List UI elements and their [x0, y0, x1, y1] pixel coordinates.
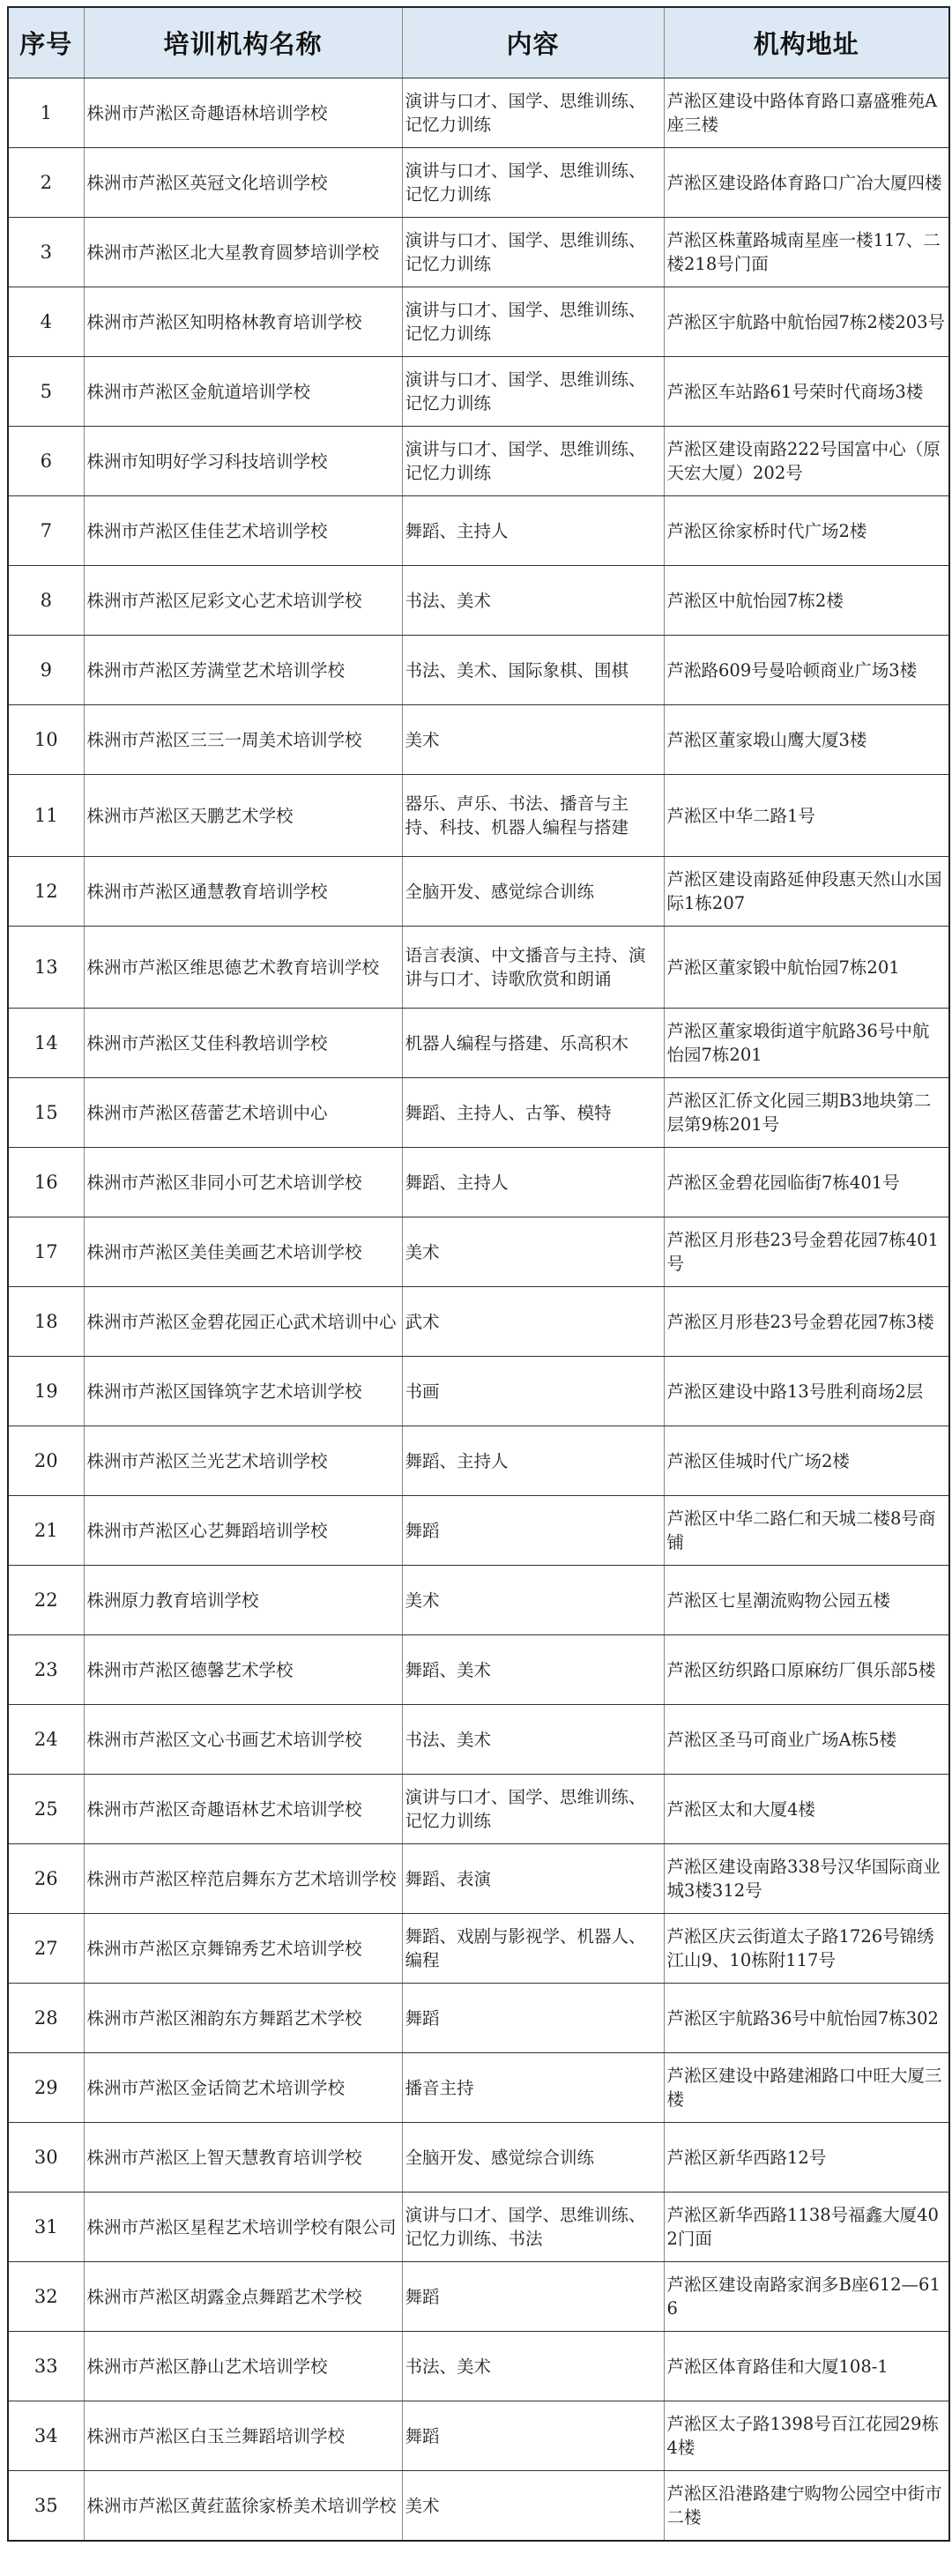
cell-name: 株洲市芦淞区三三一周美术培训学校: [84, 705, 402, 775]
cell-name: 株洲市芦淞区黄荭蓝徐家桥美术培训学校: [84, 2471, 402, 2542]
cell-name: 株洲市芦淞区文心书画艺术培训学校: [84, 1705, 402, 1775]
cell-name: 株洲市芦淞区佳佳艺术培训学校: [84, 496, 402, 566]
cell-address: 芦淞区株董路城南星座一楼117、二楼218号门面: [664, 218, 949, 287]
cell-no: 34: [8, 2401, 84, 2471]
cell-address: 芦淞区纺织路口原麻纺厂俱乐部5楼: [664, 1635, 949, 1705]
cell-no: 16: [8, 1148, 84, 1217]
table-row: [8, 287, 949, 357]
header-address: 机构地址: [664, 7, 949, 78]
table-row: [8, 566, 949, 636]
cell-content: 演讲与口才、国学、思维训练、记忆力训练: [402, 1775, 664, 1844]
cell-content: 器乐、声乐、书法、播音与主持、科技、机器人编程与搭建: [402, 775, 664, 857]
cell-no: 11: [8, 775, 84, 857]
table-row: [8, 1635, 949, 1705]
cell-name: 株洲市芦淞区白玉兰舞蹈培训学校: [84, 2401, 402, 2471]
header-content: 内容: [402, 7, 664, 78]
cell-name: 株洲市芦淞区知明格林教育培训学校: [84, 287, 402, 357]
cell-no: 18: [8, 1287, 84, 1357]
cell-address: 芦淞区新华西路1138号福鑫大厦402门面: [664, 2193, 949, 2262]
cell-content: 演讲与口才、国学、思维训练、记忆力训练: [402, 287, 664, 357]
cell-name: 株洲市芦淞区星程艺术培训学校有限公司: [84, 2193, 402, 2262]
table-row: [8, 1844, 949, 1914]
cell-address: 芦淞区佳城时代广场2楼: [664, 1426, 949, 1496]
cell-address: 芦淞区建设中路体育路口嘉盛雅苑A座三楼: [664, 78, 949, 148]
table-row: [8, 705, 949, 775]
table-row: [8, 2193, 949, 2262]
table-row: [8, 1426, 949, 1496]
cell-no: 12: [8, 857, 84, 927]
cell-no: 22: [8, 1566, 84, 1635]
cell-name: 株洲市芦淞区胡露金点舞蹈艺术学校: [84, 2262, 402, 2332]
document-page: [7, 6, 948, 2542]
cell-no: 32: [8, 2262, 84, 2332]
table-row: [8, 2401, 949, 2471]
cell-address: 芦淞区建设中路13号胜利商场2层: [664, 1357, 949, 1426]
table-header-row: [8, 7, 949, 78]
table-row: [8, 1566, 949, 1635]
table-row: [8, 1775, 949, 1844]
cell-content: 演讲与口才、国学、思维训练、记忆力训练: [402, 78, 664, 148]
header-name: 培训机构名称: [84, 7, 402, 78]
cell-content: 美术: [402, 1566, 664, 1635]
cell-address: 芦淞区建设南路延伸段惠天然山水国际1栋207: [664, 857, 949, 927]
cell-content: 演讲与口才、国学、思维训练、记忆力训练: [402, 357, 664, 427]
table-row: [8, 1914, 949, 1984]
table-row: [8, 218, 949, 287]
table-row: [8, 2053, 949, 2123]
cell-address: 芦淞区七星潮流购物公园五楼: [664, 1566, 949, 1635]
cell-content: 播音主持: [402, 2053, 664, 2123]
cell-content: 书法、美术: [402, 566, 664, 636]
cell-no: 23: [8, 1635, 84, 1705]
cell-no: 15: [8, 1078, 84, 1148]
table-row: [8, 1287, 949, 1357]
cell-no: 27: [8, 1914, 84, 1984]
cell-content: 美术: [402, 1217, 664, 1287]
cell-address: 芦淞区董家锻中航怡园7栋201: [664, 927, 949, 1009]
cell-no: 20: [8, 1426, 84, 1496]
table-row: [8, 2123, 949, 2193]
header-no: 序号: [8, 7, 84, 78]
cell-content: 演讲与口才、国学、思维训练、记忆力训练: [402, 427, 664, 496]
table-row: [8, 427, 949, 496]
cell-name: 株洲市芦淞区金航道培训学校: [84, 357, 402, 427]
cell-content: 书法、美术、国际象棋、围棋: [402, 636, 664, 705]
cell-content: 舞蹈、主持人: [402, 1426, 664, 1496]
cell-name: 株洲市芦淞区湘韵东方舞蹈艺术学校: [84, 1984, 402, 2053]
cell-content: 书画: [402, 1357, 664, 1426]
table-row: [8, 1078, 949, 1148]
cell-no: 5: [8, 357, 84, 427]
cell-address: 芦淞区太子路1398号百江花园29栋4楼: [664, 2401, 949, 2471]
cell-name: 株洲市芦淞区奇趣语林培训学校: [84, 78, 402, 148]
cell-content: 舞蹈、表演: [402, 1844, 664, 1914]
cell-address: 芦淞区宇航路36号中航怡园7栋302: [664, 1984, 949, 2053]
cell-no: 7: [8, 496, 84, 566]
table-row: [8, 2332, 949, 2401]
cell-address: 芦淞区中华二路仁和天城二楼8号商铺: [664, 1496, 949, 1566]
cell-content: 全脑开发、感觉综合训练: [402, 857, 664, 927]
table-row: [8, 1217, 949, 1287]
table-row: [8, 636, 949, 705]
cell-address: 芦淞区宇航路中航怡园7栋2楼203号: [664, 287, 949, 357]
cell-content: 演讲与口才、国学、思维训练、记忆力训练: [402, 218, 664, 287]
cell-address: 芦淞区沿港路建宁购物公园空中街市二楼: [664, 2471, 949, 2542]
cell-no: 35: [8, 2471, 84, 2542]
cell-no: 2: [8, 148, 84, 218]
table-row: [8, 857, 949, 927]
cell-content: 书法、美术: [402, 1705, 664, 1775]
cell-address: 芦淞区体育路佳和大厦108-1: [664, 2332, 949, 2401]
cell-address: 芦淞区金碧花园临街7栋401号: [664, 1148, 949, 1217]
table-row: [8, 1009, 949, 1078]
table-row: [8, 2471, 949, 2542]
cell-no: 19: [8, 1357, 84, 1426]
cell-no: 29: [8, 2053, 84, 2123]
table-row: [8, 1357, 949, 1426]
cell-content: 语言表演、中文播音与主持、演讲与口才、诗歌欣赏和朗诵: [402, 927, 664, 1009]
cell-content: 全脑开发、感觉综合训练: [402, 2123, 664, 2193]
table-row: [8, 1496, 949, 1566]
table-row: [8, 148, 949, 218]
cell-no: 25: [8, 1775, 84, 1844]
cell-name: 株洲市芦淞区维思德艺术教育培训学校: [84, 927, 402, 1009]
cell-content: 美术: [402, 2471, 664, 2542]
table-row: [8, 775, 949, 857]
cell-content: 演讲与口才、国学、思维训练、记忆力训练、书法: [402, 2193, 664, 2262]
cell-name: 株洲市芦淞区尼彩文心艺术培训学校: [84, 566, 402, 636]
cell-address: 芦淞区车站路61号荣时代商场3楼: [664, 357, 949, 427]
cell-no: 30: [8, 2123, 84, 2193]
cell-no: 33: [8, 2332, 84, 2401]
cell-no: 3: [8, 218, 84, 287]
cell-name: 株洲市芦淞区芳满堂艺术培训学校: [84, 636, 402, 705]
cell-no: 8: [8, 566, 84, 636]
cell-name: 株洲市芦淞区北大星教育圆梦培训学校: [84, 218, 402, 287]
cell-name: 株洲市芦淞区心艺舞蹈培训学校: [84, 1496, 402, 1566]
cell-no: 17: [8, 1217, 84, 1287]
table-row: [8, 496, 949, 566]
cell-name: 株洲市芦淞区京舞锦秀艺术培训学校: [84, 1914, 402, 1984]
cell-address: 芦淞区庆云街道太子路1726号锦绣江山9、10栋附117号: [664, 1914, 949, 1984]
cell-name: 株洲市芦淞区天鹏艺术学校: [84, 775, 402, 857]
cell-content: 美术: [402, 705, 664, 775]
training-institutions-table: [7, 6, 950, 2542]
cell-content: 演讲与口才、国学、思维训练、记忆力训练: [402, 148, 664, 218]
cell-content: 武术: [402, 1287, 664, 1357]
cell-name: 株洲市芦淞区金话筒艺术培训学校: [84, 2053, 402, 2123]
cell-name: 株洲市芦淞区静山艺术培训学校: [84, 2332, 402, 2401]
cell-content: 舞蹈、主持人: [402, 1148, 664, 1217]
cell-address: 芦淞区建设南路222号国富中心（原天宏大厦）202号: [664, 427, 949, 496]
cell-no: 21: [8, 1496, 84, 1566]
cell-address: 芦淞路609号曼哈顿商业广场3楼: [664, 636, 949, 705]
cell-content: 舞蹈、美术: [402, 1635, 664, 1705]
cell-address: 芦淞区中航怡园7栋2楼: [664, 566, 949, 636]
cell-name: 株洲市芦淞区国锋筑字艺术培训学校: [84, 1357, 402, 1426]
table-row: [8, 927, 949, 1009]
cell-name: 株洲市芦淞区英冠文化培训学校: [84, 148, 402, 218]
cell-no: 1: [8, 78, 84, 148]
cell-name: 株洲市芦淞区蓓蕾艺术培训中心: [84, 1078, 402, 1148]
cell-content: 舞蹈: [402, 1496, 664, 1566]
cell-no: 9: [8, 636, 84, 705]
cell-address: 芦淞区建设中路建湘路口中旺大厦三楼: [664, 2053, 949, 2123]
cell-content: 舞蹈: [402, 2401, 664, 2471]
cell-content: 书法、美术: [402, 2332, 664, 2401]
cell-address: 芦淞区建设南路338号汉华国际商业城3楼312号: [664, 1844, 949, 1914]
cell-name: 株洲原力教育培训学校: [84, 1566, 402, 1635]
cell-name: 株洲市芦淞区美佳美画艺术培训学校: [84, 1217, 402, 1287]
table-row: [8, 2262, 949, 2332]
cell-name: 株洲市芦淞区德馨艺术学校: [84, 1635, 402, 1705]
cell-no: 26: [8, 1844, 84, 1914]
cell-no: 14: [8, 1009, 84, 1078]
cell-no: 10: [8, 705, 84, 775]
table-row: [8, 78, 949, 148]
cell-name: 株洲市芦淞区艾佳科教培训学校: [84, 1009, 402, 1078]
cell-content: 舞蹈、主持人: [402, 496, 664, 566]
cell-name: 株洲市芦淞区通慧教育培训学校: [84, 857, 402, 927]
table-row: [8, 1148, 949, 1217]
cell-address: 芦淞区中华二路1号: [664, 775, 949, 857]
cell-address: 芦淞区汇侨文化园三期B3地块第二层第9栋201号: [664, 1078, 949, 1148]
cell-address: 芦淞区月形巷23号金碧花园7栋401号: [664, 1217, 949, 1287]
cell-address: 芦淞区月形巷23号金碧花园7栋3楼: [664, 1287, 949, 1357]
table-row: [8, 357, 949, 427]
cell-name: 株洲市芦淞区上智天慧教育培训学校: [84, 2123, 402, 2193]
cell-name: 株洲市芦淞区兰光艺术培训学校: [84, 1426, 402, 1496]
cell-content: 舞蹈、戏剧与影视学、机器人、编程: [402, 1914, 664, 1984]
cell-no: 31: [8, 2193, 84, 2262]
cell-name: 株洲市芦淞区奇趣语林艺术培训学校: [84, 1775, 402, 1844]
cell-content: 舞蹈: [402, 1984, 664, 2053]
cell-address: 芦淞区董家塅山鹰大厦3楼: [664, 705, 949, 775]
cell-address: 芦淞区建设南路家润多B座612—616: [664, 2262, 949, 2332]
cell-address: 芦淞区建设路体育路口广冶大厦四楼: [664, 148, 949, 218]
cell-no: 4: [8, 287, 84, 357]
cell-name: 株洲市芦淞区非同小可艺术培训学校: [84, 1148, 402, 1217]
table-body: [8, 78, 949, 2542]
table-row: [8, 1705, 949, 1775]
cell-address: 芦淞区新华西路12号: [664, 2123, 949, 2193]
cell-no: 28: [8, 1984, 84, 2053]
cell-content: 舞蹈、主持人、古筝、模特: [402, 1078, 664, 1148]
cell-name: 株洲市知明好学习科技培训学校: [84, 427, 402, 496]
cell-content: 机器人编程与搭建、乐高积木: [402, 1009, 664, 1078]
table-row: [8, 1984, 949, 2053]
cell-content: 舞蹈: [402, 2262, 664, 2332]
cell-no: 6: [8, 427, 84, 496]
cell-address: 芦淞区徐家桥时代广场2楼: [664, 496, 949, 566]
cell-no: 13: [8, 927, 84, 1009]
cell-name: 株洲市芦淞区梓范启舞东方艺术培训学校: [84, 1844, 402, 1914]
cell-address: 芦淞区圣马可商业广场A栋5楼: [664, 1705, 949, 1775]
cell-name: 株洲市芦淞区金碧花园正心武术培训中心: [84, 1287, 402, 1357]
cell-address: 芦淞区董家塅街道宇航路36号中航怡园7栋201: [664, 1009, 949, 1078]
cell-no: 24: [8, 1705, 84, 1775]
cell-address: 芦淞区太和大厦4楼: [664, 1775, 949, 1844]
